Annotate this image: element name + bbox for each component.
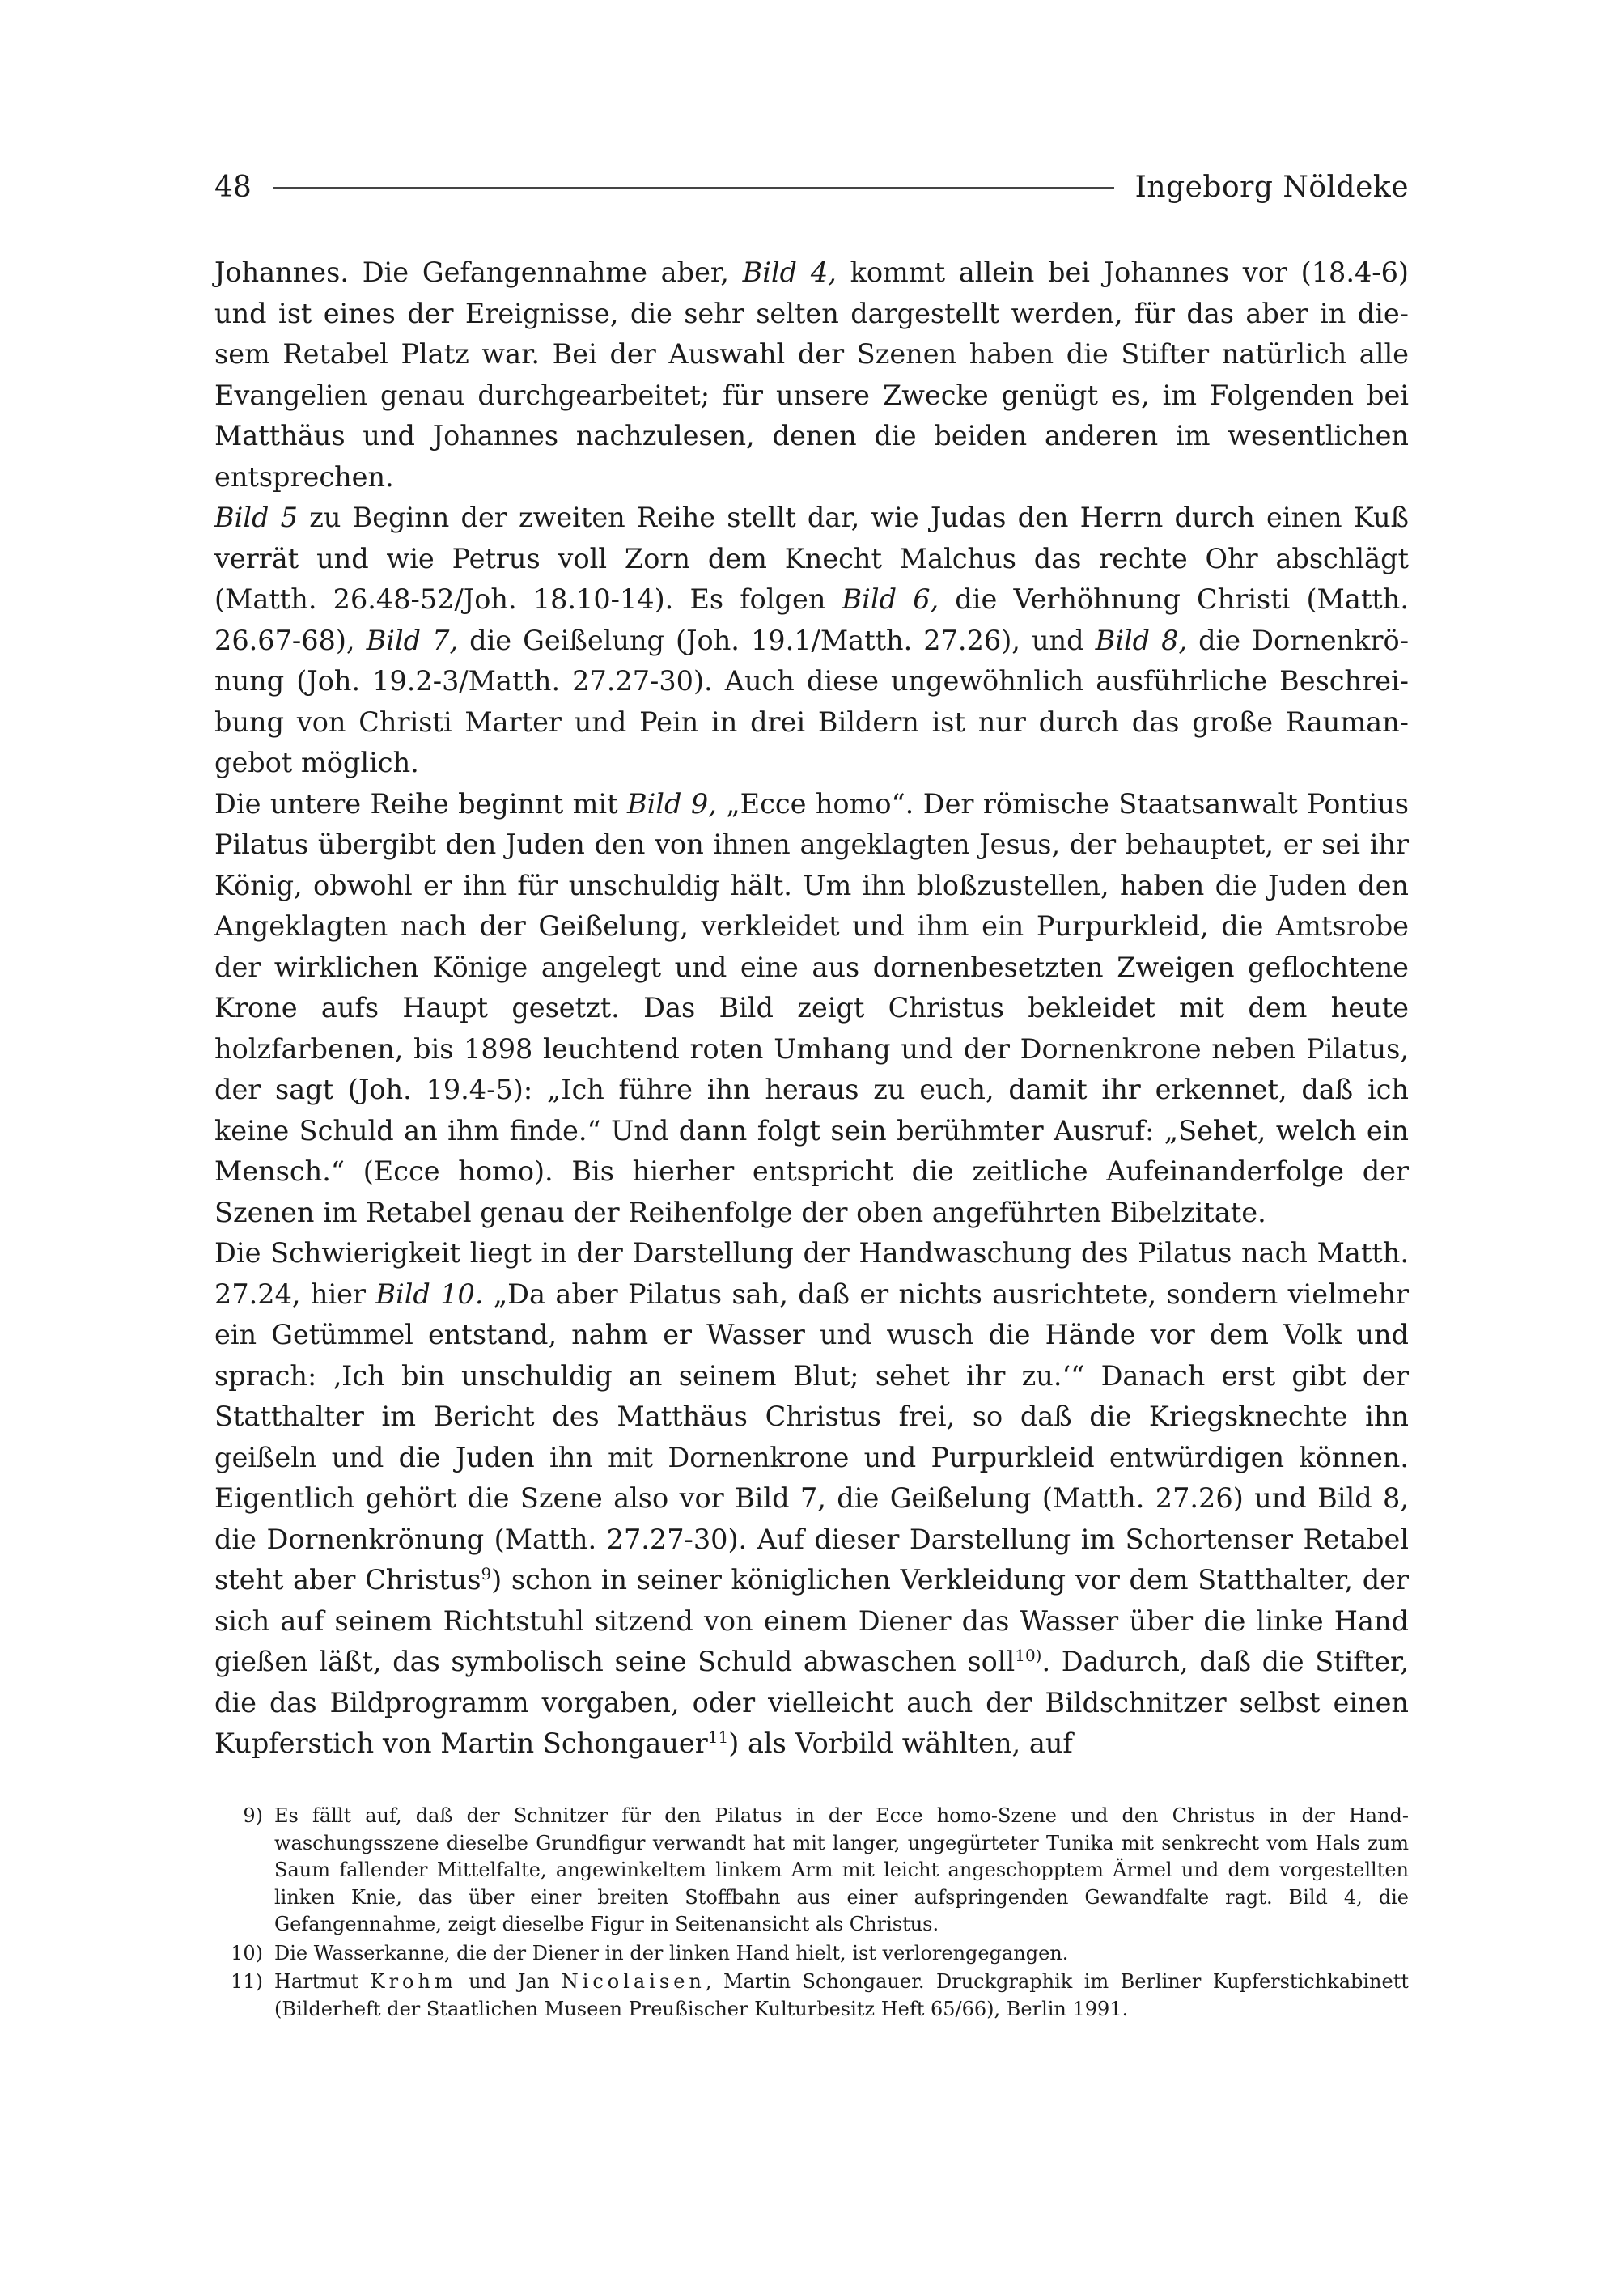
footnotes bbox=[214, 1803, 1409, 2024]
footnote-9 bbox=[214, 1803, 1409, 1939]
italic-run: Bild 10. bbox=[375, 1278, 484, 1310]
text-run: „Da aber Pilatus sah, daß er nichts ausrichtete, sondern vielmehr ein Getümmel entstand, nahm er Wasser und wusch die Hände vor dem Volk und sprach: ‚Ich bin unschuldig an seinem Blut; sehet ihr zu.‘“ Danach erst gibt der Statthalter im Bericht des Matthäus Christus frei, so daß die Kriegsknechte ihn geißeln und die Juden ihn mit Dornenkrone und Purpurkleid entwürdigen können. Eigentlich gehört die Szene also vor Bild 7, die Geißelung (Matth. 27.26) und Bild 8, die Dornenkrönung (Matth. 27.27-30). Auf dieser Darstellung im Schortenser Retabel steht aber Christus bbox=[214, 1278, 1409, 1596]
text-run: . Dadurch, daß die Stifter, die das Bildprogramm vorgaben, oder vielleicht auch der Bildschnitzer selbst einen Kupferstich von Martin Schongauer bbox=[214, 1646, 1409, 1759]
footnote-ref[interactable]: 9 bbox=[481, 1563, 492, 1583]
italic-run: Bild 9, bbox=[626, 787, 717, 820]
text-run: die Verhöhnung Christi (Matth. 26.67-68), bbox=[214, 583, 1409, 656]
italic-run: Bild 6, bbox=[842, 583, 939, 615]
text-run: Johannes. Die Gefangennahme aber, bbox=[214, 256, 743, 288]
body-text bbox=[214, 252, 1409, 1765]
text-run: ) als Vorbild wählten, auf bbox=[728, 1727, 1073, 1759]
text-run: „Ecce homo“. Der römische Staatsanwalt Pontius Pilatus übergibt den Juden den von ihnen angeklagten Jesus, der behauptet, er sei ihr König, obwohl er ihn für unschuldig hält. Um ihn bloßzustellen, haben die Juden den Angeklagten nach der Geißelung, verkleidet und ihm ein Purpurkleid, die Amtsrobe der wirklichen Könige angelegt und eine aus dornenbesetzten Zweigen geflochtene Krone aufs Haupt gesetzt. Das Bild zeigt Christus bekleidet mit dem heute holzfarbenen, bis 1898 leuchtend roten Umhang und der Dornenkrone neben Pilatus, der sagt (Joh. 19.4-5): „Ich führe ihn heraus zu euch, damit ihr erkennet, daß ich keine Schuld an ihm finde.“ Und dann folgt sein berühmter Ausruf: „Sehet, welch ein Mensch.“ (Ecce homo). Bis hierher entspricht die zeitliche Aufeinanderfolge der Szenen im Retabel genau der Reihenfolge der oben angeführten Bibelzitate. bbox=[214, 787, 1409, 1228]
text-run: , Martin Schongauer. Druckgraphik im Berliner Kupferstichkabinett (Bilderheft der Staatlichen Museen Preußischer Kulturbesitz Heft 65/66), Berlin 1991. bbox=[274, 1970, 1409, 2020]
text-run: und Jan bbox=[456, 1970, 562, 1993]
italic-run: Bild 8, bbox=[1095, 624, 1188, 656]
page-number: 48 bbox=[214, 171, 252, 204]
italic-run: Bild 7, bbox=[366, 624, 459, 656]
text-run: kommt allein bei Johannes vor (18.4-6) und ist eines der Ereignisse, die sehr selten dargestellt werden, für das aber in diesem Retabel Platz war. Bei der Auswahl der Szenen haben die Stifter natürlich alle Evangelien genau durchgearbeitet; für unsere Zwecke genügt es, im Folgenden bei Matthäus und Johannes nachzulesen, denen die beiden anderen im wesentlichen entsprechen. bbox=[214, 256, 1409, 493]
italic-run: Bild 4, bbox=[742, 256, 837, 288]
paragraph-3 bbox=[214, 784, 1409, 1234]
footnote-10 bbox=[214, 1940, 1409, 1968]
text-run: Die untere Reihe beginnt mit bbox=[214, 787, 627, 820]
footnote-text: Es fällt auf, daß der Schnitzer für den Pilatus in der Ecce homo-Szene und den Christus in der Handwaschungsszene dieselbe Grundfigur verwandt hat mit langer, ungegürteter Tunika mit senkrecht vom Hals zum Saum fallender Mittelfalte, angewinkeltem linkem Arm mit leicht angeschopptem Ärmel und dem vorgestellten linken Knie, das über einer breiten Stoffbahn aus einer aufspringenden Gewandfalte ragt. Bild 4, die Gefangennahme, zeigt dieselbe Figur in Seitenansicht als Christus. bbox=[274, 1804, 1409, 1935]
footnote-number: 11) bbox=[231, 1970, 263, 1993]
running-header bbox=[214, 165, 1409, 210]
running-head-author: Ingeborg Nöldeke bbox=[1134, 171, 1409, 204]
text-run: Die Schwierigkeit liegt in der Darstellung der Handwaschung des Pilatus nach Matth. 27.24, hier bbox=[214, 1237, 1409, 1310]
paragraph-2 bbox=[214, 498, 1409, 784]
italic-run: Bild 5 bbox=[214, 502, 298, 533]
author-name: Krohm bbox=[370, 1970, 457, 1993]
text-run: ) schon in seiner königlichen Verkleidung vor dem Statthalter, der sich auf seinem Richtstuhl sitzend von einem Diener das Wasser über die linke Hand gießen läßt, das symbolisch seine Schuld abwaschen soll bbox=[214, 1564, 1409, 1677]
footnote-ref[interactable]: 10) bbox=[1015, 1645, 1042, 1665]
header-rule bbox=[273, 187, 1114, 189]
footnote-number: 10) bbox=[231, 1941, 263, 1965]
footnote-11 bbox=[214, 1969, 1409, 2023]
text-run: die Dornenkrönung (Joh. 19.2-3/Matth. 27.27-30). Auch diese ungewöhnlich ausführliche Beschreibung von Christi Marter und Pein in drei Bildern ist nur durch das große Raumangebot möglich. bbox=[214, 624, 1410, 778]
footnote-number: 9) bbox=[243, 1804, 263, 1827]
text-run: zu Beginn der zweiten Reihe stellt dar, wie Judas den Herrn durch einen Kuß verrät und wie Petrus voll Zorn dem Knecht Malchus das rechte Ohr abschlägt (Matth. 26.48-52/Joh. 18.10-14). Es folgen bbox=[214, 502, 1410, 615]
paragraph-4 bbox=[214, 1233, 1409, 1765]
text-run: die Geißelung (Joh. 19.1/Matth. 27.26), und bbox=[458, 624, 1096, 656]
footnote-text bbox=[274, 1969, 1409, 2023]
text-run: Hartmut bbox=[274, 1970, 371, 1993]
footnote-ref[interactable]: 11 bbox=[707, 1727, 729, 1747]
footnote-text: Die Wasserkanne, die der Diener in der linken Hand hielt, ist verlorengegangen. bbox=[274, 1941, 1069, 1965]
paragraph-1 bbox=[214, 252, 1409, 498]
author-name: Nicolaisen bbox=[561, 1970, 706, 1993]
